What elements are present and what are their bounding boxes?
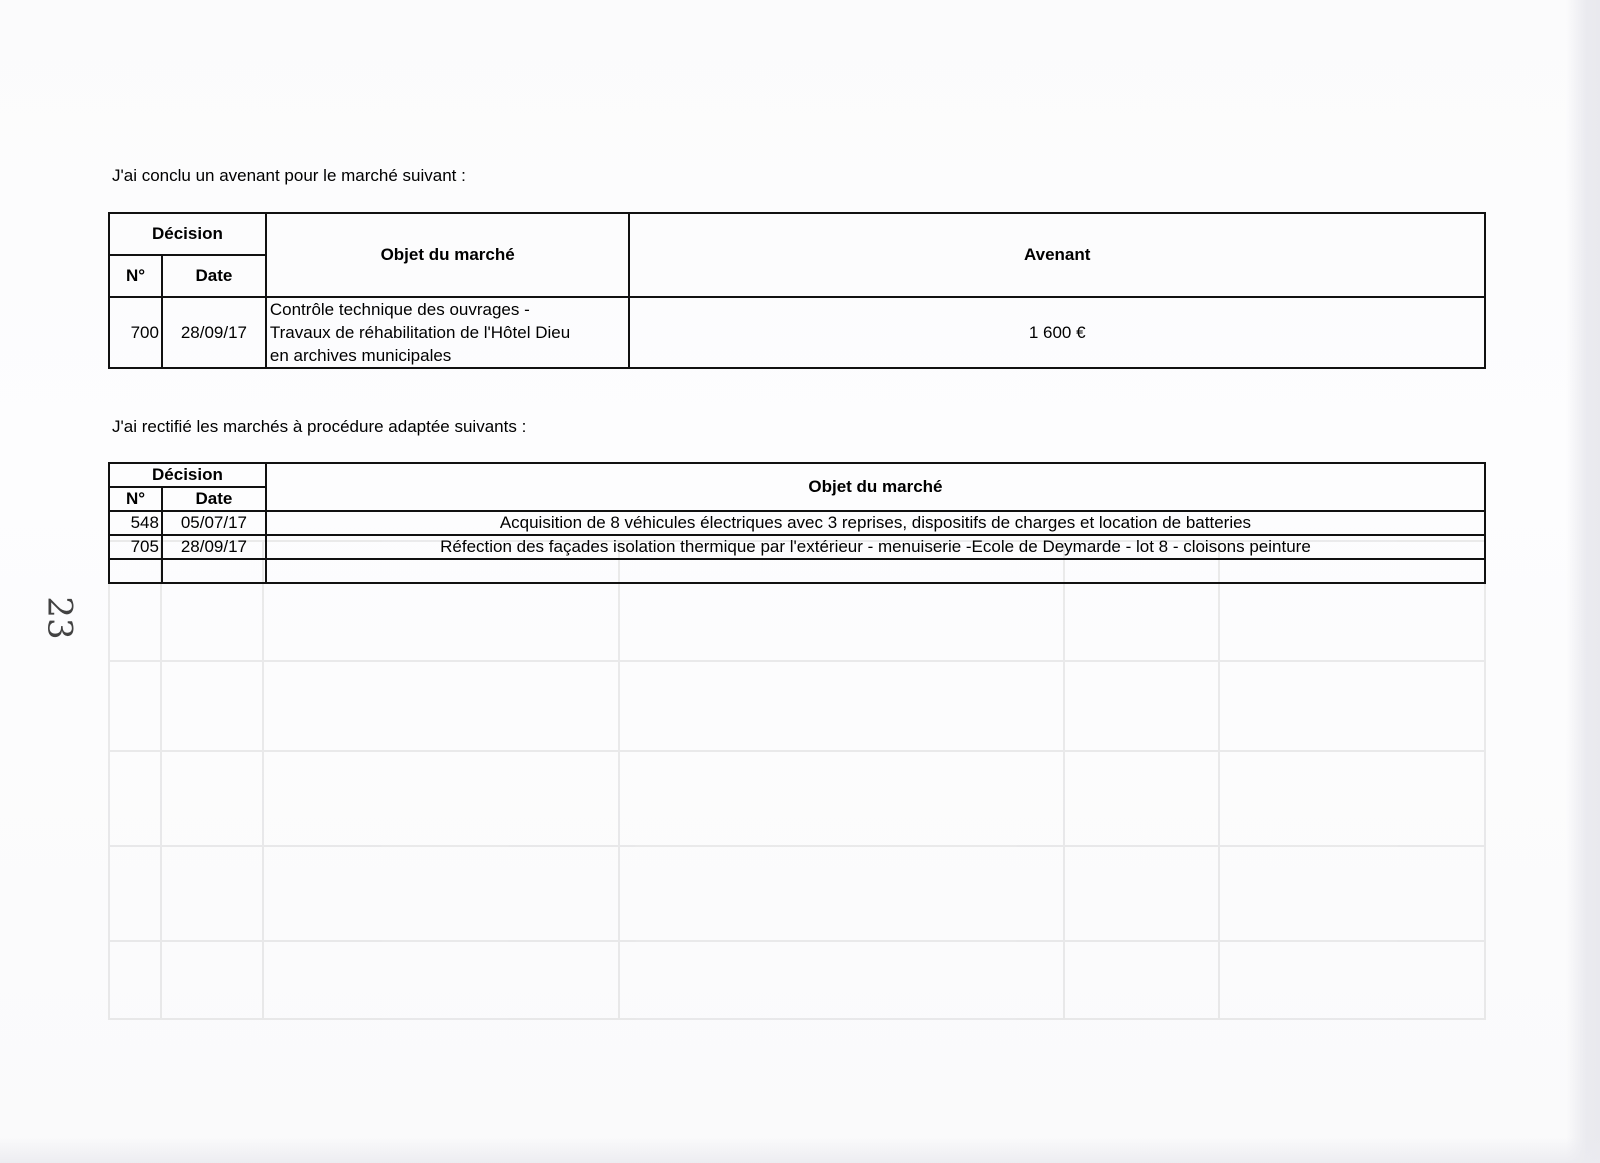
handwritten-page-number: 23 [39,596,80,640]
scan-right-edge [1566,0,1600,1163]
object-line: en archives municipales [269,346,452,365]
header-object: Objet du marché [266,463,1485,511]
intro-avenant: J'ai conclu un avenant pour le marché suivant : [112,166,466,185]
header-date: Date [162,487,266,511]
cell-date: 28/09/17 [162,297,266,368]
cell-object [266,297,630,368]
cell-object: Réfection des façades isolation thermique par l'extérieur - menuiserie -Ecole de Deymarde - lot 8 - cloisons peinture [266,535,1485,559]
header-decision: Décision [109,463,266,487]
cell-date: 05/07/17 [162,511,266,535]
intro-rectif: J'ai rectifié les marchés à procédure adaptée suivants : [112,417,527,436]
table-row [109,559,1485,583]
header-object: Objet du marché [266,213,630,297]
cell-date: 28/09/17 [162,535,266,559]
header-number: N° [109,487,162,511]
table-row [109,535,1485,559]
object-line: Travaux de réhabilitation de l'Hôtel Dieu [269,323,571,342]
cell-object: Acquisition de 8 véhicules électriques avec 3 reprises, dispositifs de charges et location de batteries [266,511,1485,535]
cell-number: 705 [109,535,162,559]
avenant-table [108,212,1486,369]
cell-avenant: 1 600 € [629,297,1485,368]
cell-number: 700 [109,297,162,368]
header-number: N° [109,255,162,297]
object-line: Contrôle technique des ouvrages - [269,300,530,319]
bleed-through-ghost-table [108,540,1486,1020]
header-date: Date [162,255,266,297]
rectif-table [108,462,1486,584]
table-row [109,297,1485,368]
header-avenant: Avenant [629,213,1485,297]
cell-number: 548 [109,511,162,535]
cell-object [266,559,1485,583]
header-decision: Décision [109,213,266,255]
scan-bottom-edge [0,1137,1600,1163]
cell-number [109,559,162,583]
table-row [109,511,1485,535]
cell-date [162,559,266,583]
